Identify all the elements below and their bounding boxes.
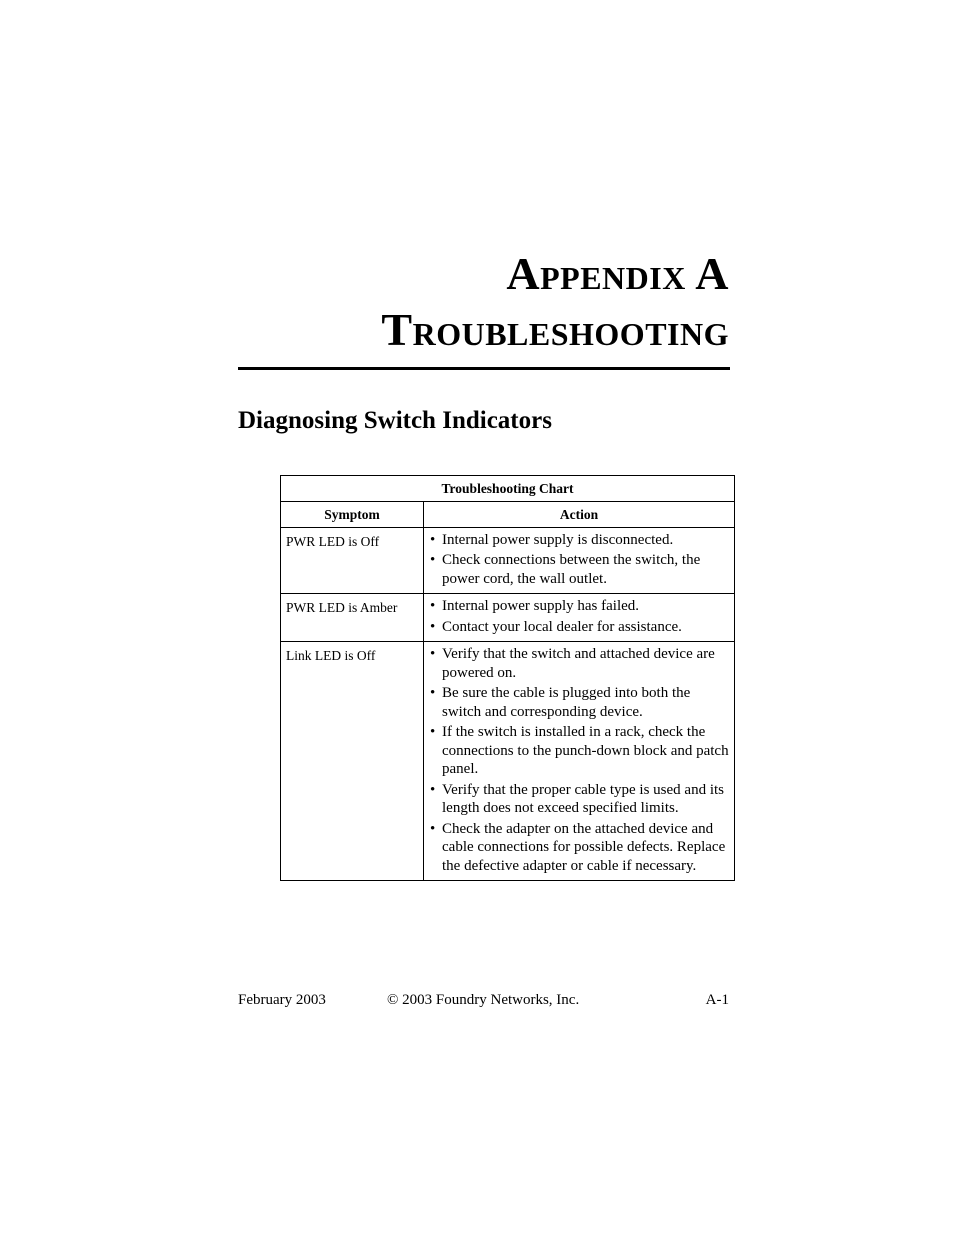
action-cell [424,528,735,594]
action-item: • If the switch is installed in a rack, check the connections to the punch-down block and patch panel. [430,723,730,779]
table-row [281,528,735,594]
chapter-title-line2: Troubleshooting [381,304,729,355]
column-header-action: Action [424,502,735,528]
action-item: • Check the adapter on the attached device and cable connections for possible defects. Replace the defective adapter or cable if necessary. [430,820,730,876]
action-item: • Check connections between the switch, the power cord, the wall outlet. [430,551,730,588]
action-item: • Verify that the switch and attached device are powered on. [430,645,730,682]
symptom-cell: Link LED is Off [281,642,424,881]
column-header-symptom: Symptom [281,502,424,528]
action-item: • Contact your local dealer for assistance. [430,618,730,637]
action-item: • Internal power supply is disconnected. [430,531,730,550]
action-cell [424,594,735,642]
footer-date: February 2003 [238,992,326,1008]
symptom-cell: PWR LED is Amber [281,594,424,642]
action-item: • Verify that the proper cable type is used and its length does not exceed specified limits. [430,781,730,818]
table-header-row [281,502,735,528]
action-list [430,645,730,875]
action-list [430,597,730,636]
footer-copyright: © 2003 Foundry Networks, Inc. [387,992,580,1008]
chapter-title-line1: Appendix A [506,248,729,299]
chapter-title [381,246,729,358]
action-list [430,531,730,589]
table-row [281,642,735,881]
symptom-cell: PWR LED is Off [281,528,424,594]
action-item: • Be sure the cable is plugged into both the switch and corresponding device. [430,684,730,721]
table-row [281,594,735,642]
footer-page-number: A-1 [705,992,729,1008]
table-caption-row [281,476,735,502]
action-cell [424,642,735,881]
action-item: • Internal power supply has failed. [430,597,730,616]
table-caption: Troubleshooting Chart [281,476,735,502]
title-rule [238,367,730,370]
section-heading: Diagnosing Switch Indicators [238,407,552,434]
troubleshooting-table [280,475,735,881]
